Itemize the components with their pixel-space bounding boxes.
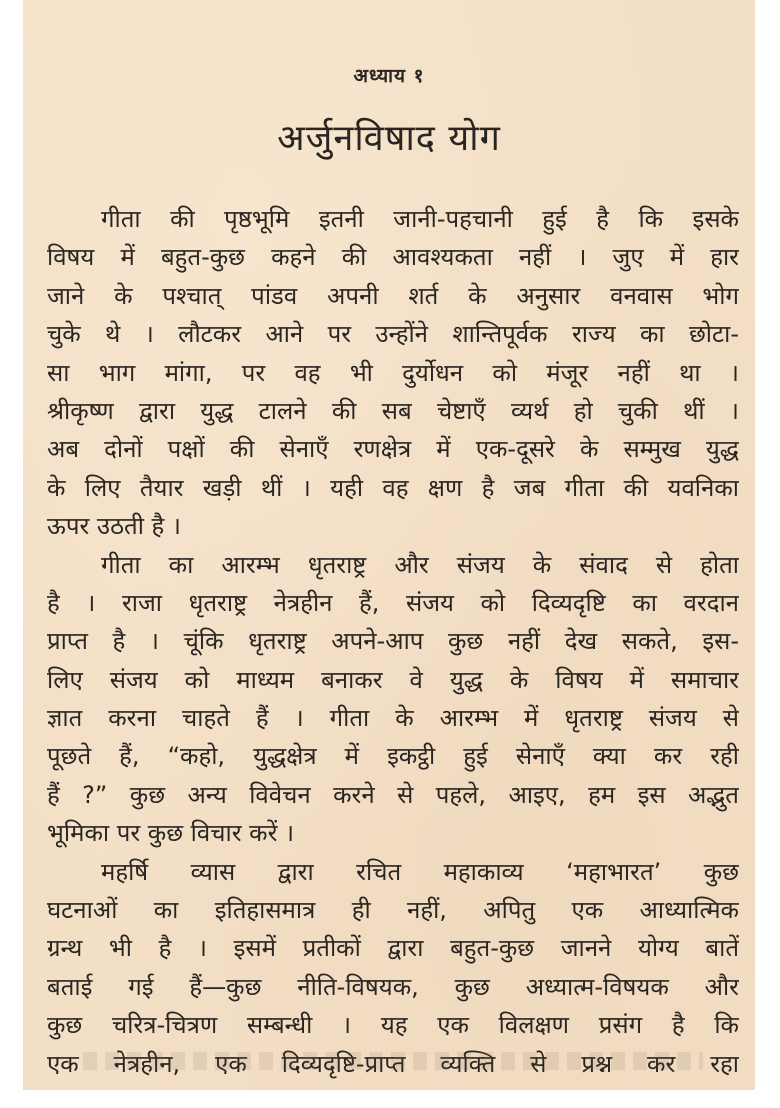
paragraph-1-line-5: सा भाग मांगा, पर वह भी दुर्योधन को मंजूर नहीं था । xyxy=(47,358,739,387)
chapter-title: अर्जुनविषाद योग xyxy=(277,118,501,159)
paragraph-1-line-8: के लिए तैयार खड़ी थीं । यही वह क्षण है जब गीता की यवनिका xyxy=(47,473,739,502)
paragraph-1-line-7: अब दोनों पक्षों की सेनाएँ रणक्षेत्र में एक-दूसरे के सम्मुख युद्ध xyxy=(47,435,739,464)
paragraph-3-line-3: ग्रन्थ भी है । इसमें प्रतीकों द्वारा बहुत-कुछ जानने योग्य बातें xyxy=(47,934,739,963)
paragraph-2-line-8: भूमिका पर कुछ विचार करें । xyxy=(47,819,295,848)
paragraph-2-line-2: है । राजा धृतराष्ट्र नेत्रहीन हैं, संजय को दिव्यदृष्टि का वरदान xyxy=(47,588,739,617)
body-text xyxy=(47,200,739,1083)
paragraph-1-line-6: श्रीकृष्ण द्वारा युद्ध टालने की सब चेष्टाएँ व्यर्थ हो चुकी थीं । xyxy=(47,396,739,425)
paragraph-1-line-9: ऊपर उठती है । xyxy=(47,512,182,541)
paragraph-2-line-5: ज्ञात करना चाहते हैं । गीता के आरम्भ में धृतराष्ट्र संजय से xyxy=(47,704,739,733)
paragraph-2-line-3: प्राप्त है । चूंकि धृतराष्ट्र अपने-आप कुछ नहीं देख सकते, इस- xyxy=(47,627,739,656)
paragraph-3-line-2: घटनाओं का इतिहासमात्र ही नहीं, अपितु एक आध्यात्मिक xyxy=(47,896,739,925)
chapter-number: अध्याय १ xyxy=(353,65,425,87)
paragraph-2-line-6: पूछते हैं, “कहो, युद्धक्षेत्र में इकट्ठी हुई सेनाएँ क्या कर रही xyxy=(47,742,739,771)
paragraph-1-line-4: चुके थे । लौटकर आने पर उन्होंने शान्तिपूर्वक राज्य का छोटा- xyxy=(47,320,739,349)
book-page xyxy=(23,0,755,1090)
paragraph-3-line-4: बताई गई हैं—कुछ नीति-विषयक, कुछ अध्यात्म-विषयक और xyxy=(47,972,739,1001)
paragraph-3-line-1: महर्षि व्यास द्वारा रचित महाकाव्य ‘महाभारत’ कुछ xyxy=(101,857,739,886)
paragraph-1-line-2: विषय में बहुत-कुछ कहने की आवश्यकता नहीं । जुए में हार xyxy=(47,243,739,272)
paragraph-3-line-6: एक नेत्रहीन, एक दिव्यदृष्टि-प्राप्त व्यक्ति से प्रश्न कर रहा xyxy=(47,1049,739,1078)
paragraph-2-line-4: लिए संजय को माध्यम बनाकर वे युद्ध के विषय में समाचार xyxy=(47,665,739,694)
paragraph-1-line-3: जाने के पश्चात् पांडव अपनी शर्त के अनुसार वनवास भोग xyxy=(47,281,739,310)
paragraph-2-line-1: गीता का आरम्भ धृतराष्ट्र और संजय के संवाद से होता xyxy=(101,550,739,579)
paragraph-2-line-7: हैं ?” कुछ अन्य विवेचन करने से पहले, आइए, हम इस अद्भुत xyxy=(47,780,739,809)
paragraph-3-line-5: कुछ चरित्र-चित्रण सम्बन्धी । यह एक विलक्षण प्रसंग है कि xyxy=(47,1011,739,1040)
show-through-text xyxy=(83,1052,703,1070)
paragraph-1-line-1: गीता की पृष्ठभूमि इतनी जानी-पहचानी हुई है कि इसके xyxy=(101,205,739,233)
